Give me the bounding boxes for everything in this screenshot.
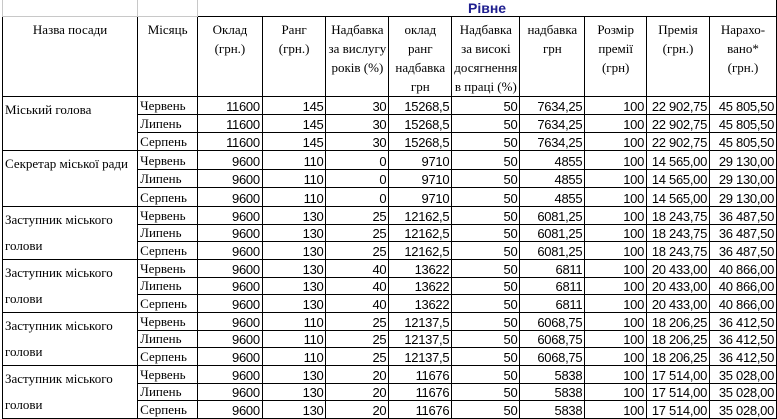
value-cell[interactable]: 18 243,75	[647, 224, 710, 242]
value-cell[interactable]: 50	[452, 348, 520, 366]
value-cell[interactable]: 15268,5	[389, 115, 452, 133]
value-cell[interactable]: 100	[585, 151, 647, 170]
value-cell[interactable]: 9600	[198, 348, 263, 366]
value-cell[interactable]: 100	[585, 207, 647, 225]
column-header[interactable]: Місяць	[138, 17, 198, 97]
value-cell[interactable]: 6068,75	[520, 348, 585, 366]
value-cell[interactable]: 0	[326, 169, 389, 188]
value-cell[interactable]: 130	[262, 383, 326, 401]
value-cell[interactable]: 7634,25	[520, 115, 585, 133]
city-title[interactable]: Рівне	[198, 0, 777, 17]
value-cell[interactable]: 4855	[520, 188, 585, 207]
position-name[interactable]: Заступник міського голови	[3, 207, 138, 260]
month-cell[interactable]: Серпень	[138, 401, 198, 419]
column-header[interactable]: Надбавка за високі досягнення в праці (%)	[452, 17, 520, 97]
value-cell[interactable]: 35 028,00	[710, 383, 777, 401]
value-cell[interactable]: 7634,25	[520, 133, 585, 151]
value-cell[interactable]: 9600	[198, 224, 263, 242]
value-cell[interactable]: 36 487,50	[710, 242, 777, 260]
value-cell[interactable]: 22 902,75	[647, 133, 710, 151]
value-cell[interactable]: 130	[262, 260, 326, 278]
value-cell[interactable]: 25	[326, 313, 389, 331]
value-cell[interactable]: 35 028,00	[710, 366, 777, 384]
value-cell[interactable]: 9600	[198, 260, 263, 278]
value-cell[interactable]: 29 130,00	[710, 169, 777, 188]
value-cell[interactable]: 11600	[198, 97, 263, 115]
value-cell[interactable]: 5838	[520, 383, 585, 401]
value-cell[interactable]: 100	[585, 169, 647, 188]
month-cell[interactable]: Липень	[138, 169, 198, 188]
value-cell[interactable]: 50	[452, 277, 520, 295]
value-cell[interactable]: 25	[326, 242, 389, 260]
value-cell[interactable]: 30	[326, 133, 389, 151]
value-cell[interactable]: 100	[585, 366, 647, 384]
month-cell[interactable]: Липень	[138, 224, 198, 242]
value-cell[interactable]: 7634,25	[520, 97, 585, 115]
month-cell[interactable]: Червень	[138, 97, 198, 115]
value-cell[interactable]: 40	[326, 260, 389, 278]
value-cell[interactable]: 100	[585, 295, 647, 313]
position-name[interactable]: Заступник міського голови	[3, 260, 138, 313]
empty-cell[interactable]	[3, 0, 138, 17]
month-cell[interactable]: Серпень	[138, 348, 198, 366]
month-cell[interactable]: Серпень	[138, 242, 198, 260]
value-cell[interactable]: 13622	[389, 277, 452, 295]
value-cell[interactable]: 17 514,00	[647, 366, 710, 384]
value-cell[interactable]: 36 412,50	[710, 348, 777, 366]
empty-cell[interactable]	[138, 0, 198, 17]
value-cell[interactable]: 12162,5	[389, 207, 452, 225]
value-cell[interactable]: 100	[585, 188, 647, 207]
value-cell[interactable]: 9600	[198, 242, 263, 260]
value-cell[interactable]: 40	[326, 295, 389, 313]
value-cell[interactable]: 6081,25	[520, 242, 585, 260]
month-cell[interactable]: Червень	[138, 366, 198, 384]
value-cell[interactable]: 9600	[198, 330, 263, 348]
column-header[interactable]: Назва посади	[3, 17, 138, 97]
value-cell[interactable]: 9600	[198, 295, 263, 313]
month-cell[interactable]: Червень	[138, 207, 198, 225]
value-cell[interactable]: 5838	[520, 401, 585, 419]
value-cell[interactable]: 50	[452, 313, 520, 331]
value-cell[interactable]: 50	[452, 97, 520, 115]
column-header[interactable]: Премія (грн.)	[647, 17, 710, 97]
value-cell[interactable]: 6811	[520, 295, 585, 313]
value-cell[interactable]: 13622	[389, 295, 452, 313]
value-cell[interactable]: 29 130,00	[710, 151, 777, 170]
value-cell[interactable]: 100	[585, 330, 647, 348]
value-cell[interactable]: 130	[262, 242, 326, 260]
month-cell[interactable]: Червень	[138, 313, 198, 331]
value-cell[interactable]: 50	[452, 366, 520, 384]
value-cell[interactable]: 9710	[389, 169, 452, 188]
value-cell[interactable]: 6081,25	[520, 224, 585, 242]
value-cell[interactable]: 100	[585, 383, 647, 401]
salary-table	[2, 0, 777, 419]
value-cell[interactable]: 20	[326, 366, 389, 384]
value-cell[interactable]: 12162,5	[389, 242, 452, 260]
value-cell[interactable]: 30	[326, 115, 389, 133]
value-cell[interactable]: 110	[262, 169, 326, 188]
value-cell[interactable]: 45 805,50	[710, 133, 777, 151]
table-row	[3, 313, 777, 331]
value-cell[interactable]: 17 514,00	[647, 401, 710, 419]
value-cell[interactable]: 5838	[520, 366, 585, 384]
month-cell[interactable]: Червень	[138, 260, 198, 278]
value-cell[interactable]: 4855	[520, 169, 585, 188]
value-cell[interactable]: 50	[452, 401, 520, 419]
value-cell[interactable]: 36 412,50	[710, 313, 777, 331]
month-cell[interactable]: Липень	[138, 277, 198, 295]
value-cell[interactable]: 45 805,50	[710, 115, 777, 133]
value-cell[interactable]: 14 565,00	[647, 169, 710, 188]
value-cell[interactable]: 100	[585, 313, 647, 331]
value-cell[interactable]: 20 433,00	[647, 260, 710, 278]
table-row	[3, 366, 777, 384]
month-cell[interactable]: Серпень	[138, 295, 198, 313]
value-cell[interactable]: 6081,25	[520, 207, 585, 225]
value-cell[interactable]: 130	[262, 207, 326, 225]
month-cell[interactable]: Серпень	[138, 188, 198, 207]
value-cell[interactable]: 18 243,75	[647, 207, 710, 225]
value-cell[interactable]: 50	[452, 151, 520, 170]
value-cell[interactable]: 18 206,25	[647, 348, 710, 366]
value-cell[interactable]: 12162,5	[389, 224, 452, 242]
value-cell[interactable]: 25	[326, 207, 389, 225]
month-cell[interactable]: Липень	[138, 115, 198, 133]
value-cell[interactable]: 22 902,75	[647, 97, 710, 115]
title-row	[3, 0, 777, 17]
table-row	[3, 97, 777, 115]
value-cell[interactable]: 45 805,50	[710, 97, 777, 115]
column-header[interactable]: надбавка грн	[520, 17, 585, 97]
value-cell[interactable]: 9600	[198, 277, 263, 295]
value-cell[interactable]: 130	[262, 277, 326, 295]
value-cell[interactable]: 12137,5	[389, 313, 452, 331]
value-cell[interactable]: 100	[585, 260, 647, 278]
value-cell[interactable]: 0	[326, 151, 389, 170]
value-cell[interactable]: 9600	[198, 151, 263, 170]
value-cell[interactable]: 9600	[198, 313, 263, 331]
value-cell[interactable]: 6068,75	[520, 330, 585, 348]
month-cell[interactable]: Липень	[138, 330, 198, 348]
value-cell[interactable]: 36 412,50	[710, 330, 777, 348]
value-cell[interactable]: 6811	[520, 260, 585, 278]
value-cell[interactable]: 25	[326, 224, 389, 242]
value-cell[interactable]: 130	[262, 224, 326, 242]
value-cell[interactable]: 35 028,00	[710, 401, 777, 419]
value-cell[interactable]: 110	[262, 188, 326, 207]
value-cell[interactable]: 50	[452, 260, 520, 278]
value-cell[interactable]: 11676	[389, 401, 452, 419]
value-cell[interactable]: 145	[262, 97, 326, 115]
value-cell[interactable]: 40 866,00	[710, 277, 777, 295]
value-cell[interactable]: 40 866,00	[710, 260, 777, 278]
value-cell[interactable]: 50	[452, 207, 520, 225]
value-cell[interactable]: 25	[326, 348, 389, 366]
value-cell[interactable]: 110	[262, 348, 326, 366]
value-cell[interactable]: 100	[585, 277, 647, 295]
value-cell[interactable]: 11676	[389, 383, 452, 401]
value-cell[interactable]: 15268,5	[389, 97, 452, 115]
value-cell[interactable]: 12137,5	[389, 348, 452, 366]
value-cell[interactable]: 100	[585, 115, 647, 133]
value-cell[interactable]: 100	[585, 401, 647, 419]
value-cell[interactable]: 18 206,25	[647, 330, 710, 348]
value-cell[interactable]: 9600	[198, 169, 263, 188]
value-cell[interactable]: 100	[585, 224, 647, 242]
value-cell[interactable]: 30	[326, 97, 389, 115]
value-cell[interactable]: 13622	[389, 260, 452, 278]
table-row	[3, 260, 777, 278]
value-cell[interactable]: 110	[262, 330, 326, 348]
value-cell[interactable]: 4855	[520, 151, 585, 170]
value-cell[interactable]: 50	[452, 188, 520, 207]
value-cell[interactable]: 9600	[198, 383, 263, 401]
value-cell[interactable]: 20	[326, 383, 389, 401]
position-name[interactable]: Заступник міського голови	[3, 366, 138, 419]
value-cell[interactable]: 11600	[198, 133, 263, 151]
position-name[interactable]: Заступник міського голови	[3, 313, 138, 366]
value-cell[interactable]: 130	[262, 401, 326, 419]
value-cell[interactable]: 6811	[520, 277, 585, 295]
column-header[interactable]: Нарахо-вано* (грн.)	[710, 17, 777, 97]
value-cell[interactable]: 100	[585, 133, 647, 151]
value-cell[interactable]: 14 565,00	[647, 188, 710, 207]
column-header[interactable]: оклад ранг надбавка грн	[389, 17, 452, 97]
value-cell[interactable]: 20 433,00	[647, 277, 710, 295]
value-cell[interactable]: 12137,5	[389, 330, 452, 348]
value-cell[interactable]: 145	[262, 133, 326, 151]
value-cell[interactable]: 110	[262, 151, 326, 170]
value-cell[interactable]: 20	[326, 401, 389, 419]
value-cell[interactable]: 50	[452, 224, 520, 242]
table-row	[3, 207, 777, 225]
value-cell[interactable]: 130	[262, 295, 326, 313]
value-cell[interactable]: 50	[452, 295, 520, 313]
value-cell[interactable]: 11600	[198, 115, 263, 133]
value-cell[interactable]: 22 902,75	[647, 115, 710, 133]
month-cell[interactable]: Липень	[138, 383, 198, 401]
value-cell[interactable]: 15268,5	[389, 133, 452, 151]
value-cell[interactable]: 100	[585, 242, 647, 260]
value-cell[interactable]: 40 866,00	[710, 295, 777, 313]
value-cell[interactable]: 6068,75	[520, 313, 585, 331]
month-cell[interactable]: Серпень	[138, 133, 198, 151]
column-header[interactable]: Ранг (грн.)	[262, 17, 326, 97]
value-cell[interactable]: 9710	[389, 188, 452, 207]
position-name[interactable]: Міський голова	[3, 97, 138, 151]
value-cell[interactable]: 0	[326, 188, 389, 207]
table-row	[3, 151, 777, 170]
value-cell[interactable]: 40	[326, 277, 389, 295]
month-cell[interactable]: Червень	[138, 151, 198, 170]
value-cell[interactable]: 36 487,50	[710, 224, 777, 242]
value-cell[interactable]: 20 433,00	[647, 295, 710, 313]
header-row	[3, 17, 777, 97]
value-cell[interactable]: 9600	[198, 207, 263, 225]
value-cell[interactable]: 18 243,75	[647, 242, 710, 260]
column-header[interactable]: Оклад (грн.)	[198, 17, 263, 97]
value-cell[interactable]: 18 206,25	[647, 313, 710, 331]
value-cell[interactable]: 50	[452, 383, 520, 401]
value-cell[interactable]: 100	[585, 97, 647, 115]
column-header[interactable]: Надбавка за вислугу років (%)	[326, 17, 389, 97]
value-cell[interactable]: 50	[452, 115, 520, 133]
value-cell[interactable]: 9600	[198, 188, 263, 207]
value-cell[interactable]: 11676	[389, 366, 452, 384]
value-cell[interactable]: 50	[452, 242, 520, 260]
position-name[interactable]: Секретар міської ради	[3, 151, 138, 207]
value-cell[interactable]: 14 565,00	[647, 151, 710, 170]
value-cell[interactable]: 9710	[389, 151, 452, 170]
value-cell[interactable]: 110	[262, 313, 326, 331]
value-cell[interactable]: 9600	[198, 401, 263, 419]
value-cell[interactable]: 130	[262, 366, 326, 384]
value-cell[interactable]: 50	[452, 169, 520, 188]
value-cell[interactable]: 50	[452, 330, 520, 348]
value-cell[interactable]: 25	[326, 330, 389, 348]
value-cell[interactable]: 145	[262, 115, 326, 133]
value-cell[interactable]: 29 130,00	[710, 188, 777, 207]
value-cell[interactable]: 100	[585, 348, 647, 366]
column-header[interactable]: Розмір премії (грн)	[585, 17, 647, 97]
value-cell[interactable]: 50	[452, 133, 520, 151]
value-cell[interactable]: 17 514,00	[647, 383, 710, 401]
value-cell[interactable]: 36 487,50	[710, 207, 777, 225]
value-cell[interactable]: 9600	[198, 366, 263, 384]
